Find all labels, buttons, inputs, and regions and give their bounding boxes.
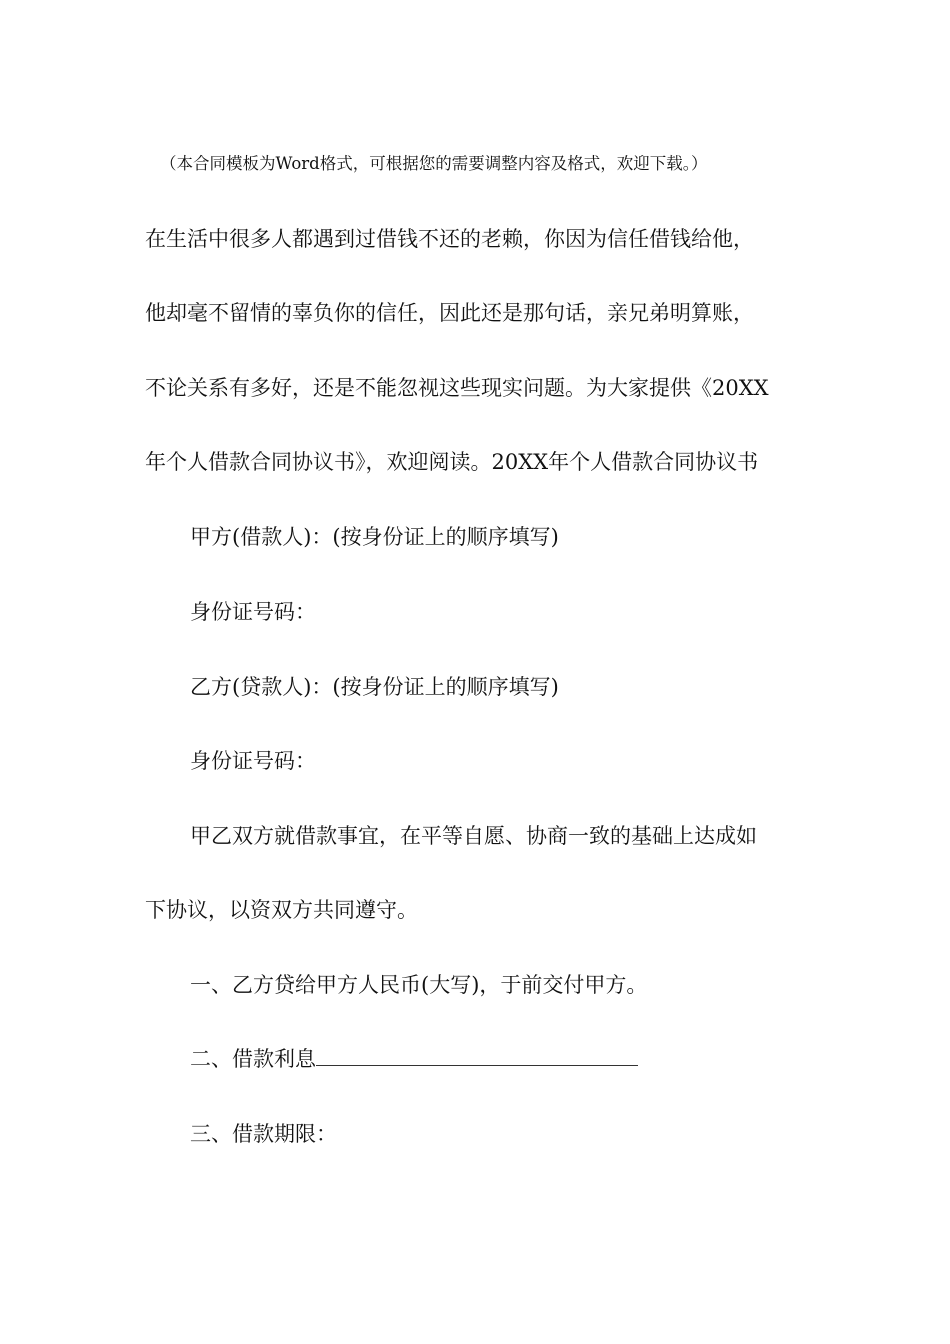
interest-blank-line — [316, 1043, 638, 1066]
preamble-line-2: 下协议，以资双方共同遵守。 — [145, 898, 418, 922]
party-b-id-line: 身份证号码： — [190, 749, 316, 773]
intro-line-3: 不论关系有多好，还是不能忽视这些现实问题。为大家提供《20XX — [145, 376, 769, 400]
clause-2-line — [190, 1043, 638, 1075]
intro-line-2: 他却毫不留情的辜负你的信任，因此还是那句话，亲兄弟明算账， — [145, 301, 754, 325]
party-b-line: 乙方(贷款人)：(按身份证上的顺序填写) — [190, 675, 559, 699]
intro-line-1: 在生活中很多人都遇到过借钱不还的老赖，你因为信任借钱给他， — [145, 227, 754, 251]
clause-2-label: 二、借款利息 — [190, 1047, 316, 1071]
clause-3: 三、借款期限： — [190, 1122, 337, 1146]
template-note: （本合同模板为Word格式，可根据您的需要调整内容及格式，欢迎下载。） — [160, 154, 708, 173]
intro-line-4: 年个人借款合同协议书》，欢迎阅读。20XX年个人借款合同协议书 — [145, 450, 759, 474]
clause-1: 一、乙方贷给甲方人民币(大写)，于前交付甲方。 — [190, 973, 648, 997]
preamble-line-1: 甲乙双方就借款事宜，在平等自愿、协商一致的基础上达成如 — [190, 824, 757, 848]
party-a-id-line: 身份证号码： — [190, 600, 316, 624]
party-a-line: 甲方(借款人)：(按身份证上的顺序填写) — [190, 525, 559, 549]
